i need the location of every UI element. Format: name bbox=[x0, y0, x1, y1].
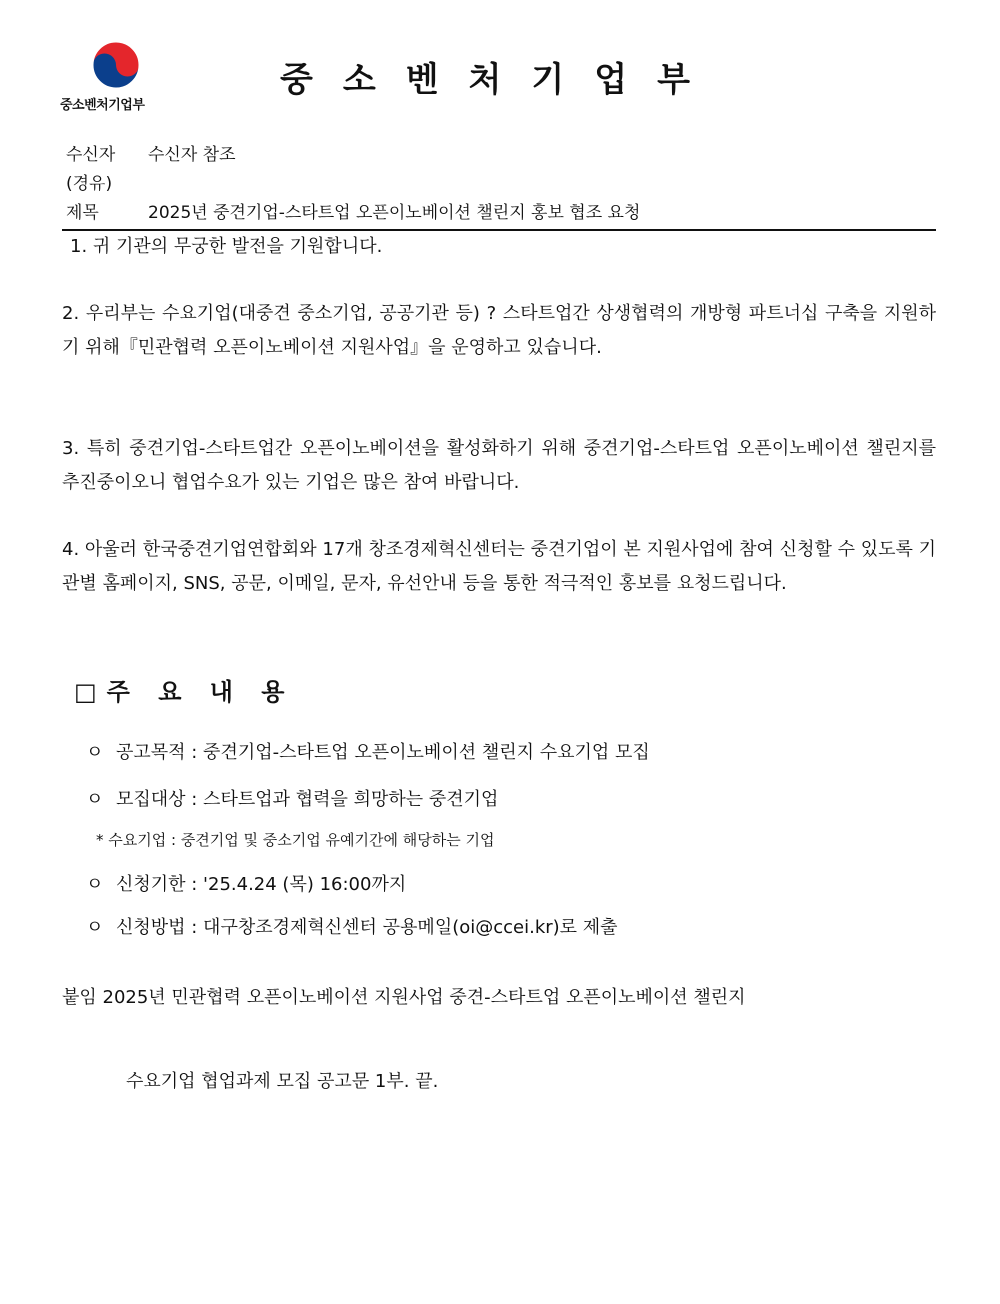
summary-item-text: 신청기한 : '25.4.24 (목) 16:00까지 bbox=[116, 874, 407, 895]
logo-org-name: 중소벤처기업부 bbox=[60, 98, 145, 113]
summary-item bbox=[86, 785, 498, 811]
attachment-line-1: 붙임 2025년 민관협력 오픈이노베이션 지원사업 중견-스타트업 오픈이노베이션 챌린지 bbox=[62, 987, 746, 1008]
summary-item-text: 모집대상 : 스타트업과 협력을 희망하는 중견기업 bbox=[116, 789, 499, 810]
bullet-mark: ㅇ bbox=[86, 874, 104, 895]
summary-item bbox=[86, 738, 650, 764]
summary-title: □주 요 내 용 bbox=[74, 678, 295, 706]
attachment-line-2: 수요기업 협업과제 모집 공고문 1부. 끝. bbox=[126, 1071, 439, 1092]
bullet-mark: ㅇ bbox=[86, 789, 104, 810]
subject-value: 2025년 중견기업-스타트업 오픈이노베이션 챌린지 홍보 협조 요청 bbox=[148, 203, 641, 223]
subject-row bbox=[66, 198, 640, 223]
summary-item-text: 신청방법 : 대구창조경제혁신센터 공용메일(oi@ccei.kr)로 제출 bbox=[116, 917, 618, 938]
taegeuk-emblem-icon bbox=[88, 40, 144, 90]
subject-label: 제목 bbox=[66, 203, 99, 223]
summary-item bbox=[86, 870, 406, 896]
recipient-row bbox=[66, 140, 236, 165]
recipient-value: 수신자 참조 bbox=[148, 145, 236, 165]
summary-note: * 수요기업 : 중견기업 및 중소기업 유예기간에 해당하는 기업 bbox=[96, 831, 495, 849]
bullet-mark: ㅇ bbox=[86, 917, 104, 938]
document-title: 중소벤처기업부 bbox=[280, 60, 720, 100]
via-row bbox=[66, 169, 148, 194]
paragraph-1: 1. 귀 기관의 무궁한 발전을 기원합니다. bbox=[70, 236, 383, 257]
via-label: (경유) bbox=[66, 174, 113, 194]
paragraph-4: 4. 아울러 한국중견기업연합회와 17개 창조경제혁신센터는 중견기업이 본 지원사업에 참여 신청할 수 있도록 기관별 홈페이지, SNS, 공문, 이메일, 문자, 유선안내 등을 통한 적극적인 홍보를 요청드립니다. bbox=[62, 539, 936, 594]
paragraph-2: 2. 우리부는 수요기업(대중견 중소기업, 공공기관 등) ? 스타트업간 상생협력의 개방형 파트너십 구축을 지원하기 위해『민관협력 오픈이노베이션 지원사업』을 운영하고 있습니다. bbox=[62, 303, 936, 358]
paragraph-3: 3. 특히 중견기업-스타트업간 오픈이노베이션을 활성화하기 위해 중견기업-스타트업 오픈이노베이션 챌린지를 추진중이오니 협업수요가 있는 기업은 많은 참여 바랍니다. bbox=[62, 438, 936, 493]
ministry-logo bbox=[60, 40, 180, 113]
bullet-mark: ㅇ bbox=[86, 742, 104, 763]
summary-item-text: 공고목적 : 중견기업-스타트업 오픈이노베이션 챌린지 수요기업 모집 bbox=[116, 742, 650, 763]
summary-item bbox=[86, 913, 618, 939]
recipient-label: 수신자 bbox=[66, 145, 116, 165]
